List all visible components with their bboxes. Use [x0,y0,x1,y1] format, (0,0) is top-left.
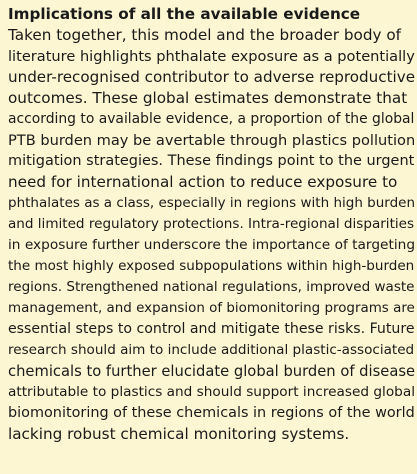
body-line: phthalates as a class, especially in regions with high burden [8,195,416,211]
body-line: attributable to plastics and should support increased global [8,384,415,400]
body-line: literature highlights phthalate exposure as a potentially [8,48,415,65]
body-line: mitigation strategies. These findings point to the urgent [8,153,415,169]
body-line: Taken together, this model and the broader body of [8,26,402,44]
body-line: lacking robust chemical monitoring systems. [8,425,350,443]
body-line: according to available evidence, a proportion of the global [8,111,415,127]
section-heading: Implications of all the available evidence [8,5,361,23]
body-line: management, and expansion of biomonitoring programs are [8,301,415,316]
body-line: outcomes. These global estimates demonstrate that [8,89,408,107]
body-line: chemicals to further elucidate global burden of disease [8,363,416,380]
body-line: essential steps to control and mitigate these risks. Future [8,321,415,337]
body-line: in exposure further underscore the importance of targeting [8,237,416,253]
body-line: the most highly exposed subpopulations within high-burden [8,258,415,274]
body-line: biomonitoring of these chemicals in regions of the world [8,405,415,421]
body-line: PTB burden may be avertable through plastics pollution [8,132,416,149]
body-text [8,25,417,445]
body-line: need for international action to reduce exposure to [8,173,398,191]
body-line: under-recognised contributor to adverse reproductive [8,68,416,86]
body-line: research should aim to include additional plastic-associated [8,342,415,358]
body-line: and limited regulatory protections. Intra-regional disparities [8,216,415,232]
body-line: regions. Strengthened national regulations, improved waste [8,279,415,295]
